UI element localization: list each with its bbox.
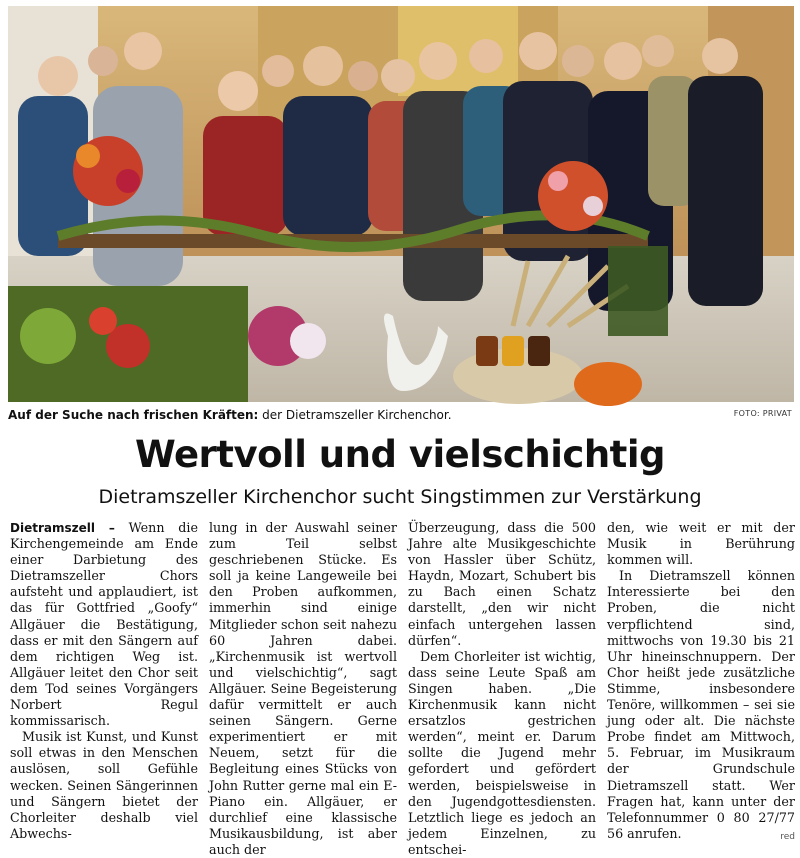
choir-photo-icon [8, 6, 794, 402]
headline: Wertvoll und vielschichtig [134, 433, 666, 476]
column-2 [209, 520, 397, 857]
dateline: Dietramszell – [10, 521, 115, 535]
caption-text: der Dietramszeller Kirchenchor. [258, 408, 452, 422]
paragraph: Musik ist Kunst, und Kunst soll etwas in den Menschen auslösen, soll Gefühle wecken. Seinen Sängerinnen und Sängern bietet der Chorleiter deshalb viel Abwechs- [10, 729, 198, 841]
photo-credit: FOTO: PRIVAT [733, 409, 792, 418]
paragraph: Dem Chorleiter ist wichtig, dass seine Leute Spaß am Singen haben. „Die Kirchenmusik kann nicht ersatzlos gestrichen werden“, meint er. Darum sollte die Jugend mehr gefordert und gefördert werden, beispielsweise in den Jugendgottesdiensten. Letztlich liege es jedoch an jedem Einzelnen, zu entschei- [408, 648, 596, 857]
photo-caption [8, 406, 452, 424]
choir-photo [8, 6, 794, 402]
paragraph: Überzeugung, dass die 500 Jahre alte Musikgeschichte von Hassler über Schütz, Haydn, Mozart, Schubert bis zu Bach einen Schatz darstellt, „den wir nicht einfach untergehen lassen dürfen“. [408, 520, 596, 648]
paragraph: lung in der Auswahl seiner zum Teil selbst geschriebenen Stücke. Es soll ja keine Langeweile bei den Proben aufkommen, immerhin sind einige Mitglieder schon seit nahezu 60 Jahren dabei. „Kirchenmusik ist wertvoll und vielschichtig“, sagt Allgäuer. Seine Begeisterung dafür vermittelt er auch seinen Sängern. Gerne experimentiert er mit Neuem, setzt für die Begleitung eines Stücks von John Rutter gerne mal ein E-Piano ein. Allgäuer, er durchlief eine klassische Musikausbildung, ist aber auch der [209, 520, 397, 857]
paragraph-text: Wenn die Kirchengemeinde am Ende einer Darbietung des Dietramszeller Chors aufsteht und applaudiert, ist das für Gottfried „Goofy“ Allgäuer die Bestätigung, dass er mit den Sängern auf dem richtigen Weg ist. Allgäuer leitet den Chor seit dem Tod seines Vorgängers Norbert Regul kommissarisch. [10, 520, 198, 729]
column-4 [607, 520, 795, 842]
paragraph [10, 520, 198, 729]
column-1 [10, 520, 198, 841]
paragraph: den, wie weit er mit der Musik in Berührung kommen will. [607, 520, 795, 568]
paragraph-text: In Dietramszell können Interessierte bei den Proben, die nicht verpflichtend sind, mittwochs von 19.30 bis 21 Uhr hineinschnuppern. Der Chor heißt jede zusätzliche Stimme, insbesondere Tenöre, willkommen – sei sie jung oder alt. Die nächste Probe findet am Mittwoch, 5. Februar, im Musikraum der Grundschule Dietramszell statt. Wer Fragen hat, kann unter der Telefonnummer 0 80 27/77 56 anrufen. [607, 568, 795, 841]
author-signature: red [780, 831, 795, 842]
subheadline: Dietramszeller Kirchenchor sucht Singstimmen zur Verstärkung [98, 486, 702, 508]
photo-caption-row [8, 406, 794, 424]
article-body [10, 520, 795, 857]
paragraph [607, 568, 795, 842]
caption-bold: Auf der Suche nach frischen Kräften: [8, 408, 259, 422]
column-3 [408, 520, 596, 857]
